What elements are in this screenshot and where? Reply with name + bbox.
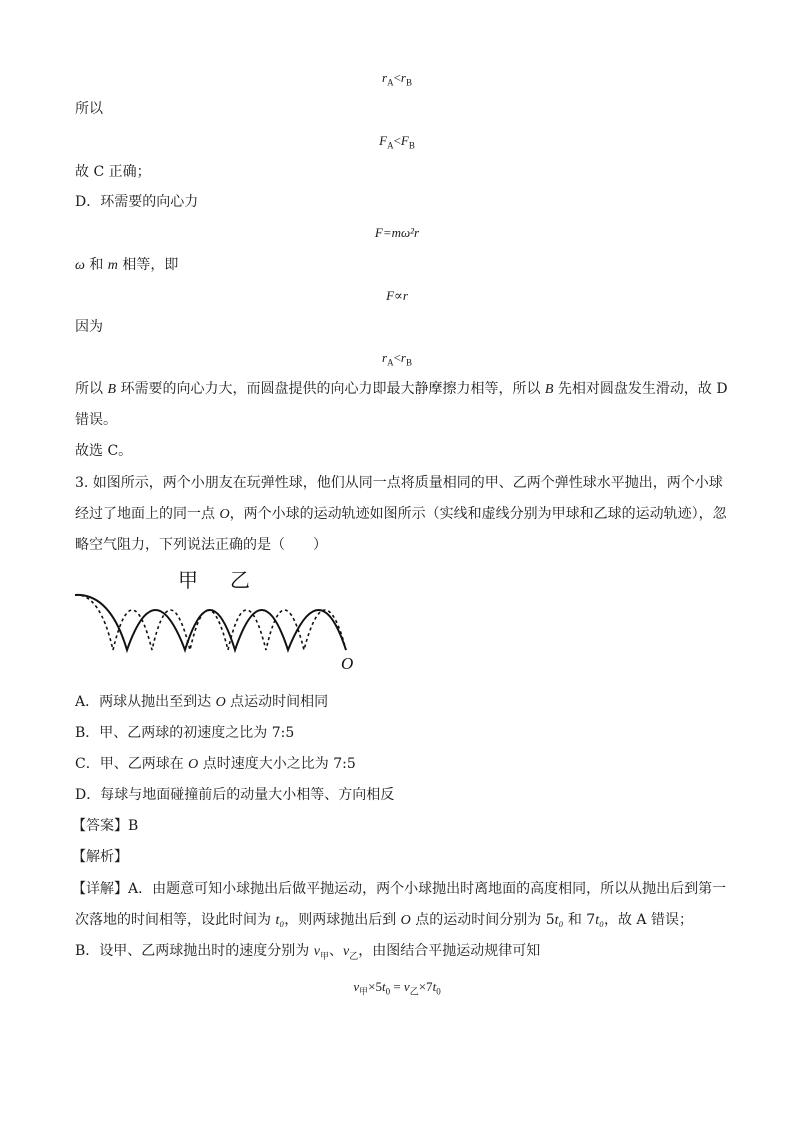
option-a: A．两球从抛出至到达 O 点运动时间相同	[75, 694, 329, 710]
answer-label: 【答案】B	[72, 818, 139, 834]
text-b-needs-larger: 所以 B 环需要的向心力大，而圆盘提供的向心力即最大静摩擦力相等，所以 B 先相对圆盘发生滑动，故 D	[75, 381, 728, 397]
option-b: B．甲、乙两球的初速度之比为 7:5	[75, 725, 295, 741]
analysis-label: 【解析】	[72, 849, 128, 865]
text-choose-c: 故选 C。	[75, 443, 133, 459]
equation-f-prop-r: F∝r	[386, 288, 408, 303]
text-suoyi-1: 所以	[75, 101, 103, 117]
detail-line1: 【详解】A．由题意可知小球抛出后做平抛运动，两个小球抛出时离地面的高度相同，所以从抛出后到第一	[72, 881, 727, 897]
option-c: C．甲、乙两球在 O 点时速度大小之比为 7:5	[75, 756, 356, 772]
text-yinwei: 因为	[75, 319, 103, 335]
text-c-correct: 故 C 正确；	[75, 164, 151, 180]
equation-f-mw2r: F=mω²r	[374, 225, 420, 240]
question-3-line2: 经过了地面上的同一点 O，两个小球的运动轨迹如图所示（实线和虚线分别为甲球和乙球的运动轨迹），忽	[75, 506, 727, 522]
equation-ra-lt-rb-1: $r_A<r_B$	[382, 70, 412, 88]
text-wrong: 错误。	[75, 412, 117, 428]
equation-velocity-ratio: $v_甲\times 5t_0 = v_乙\times 7t_0$	[353, 979, 441, 997]
label-o: O	[341, 654, 354, 673]
option-d: D．每球与地面碰撞前后的动量大小相等、方向相反	[75, 787, 395, 803]
label-jia: 甲	[178, 568, 198, 592]
question-3-line1: 3. 如图所示，两个小朋友在玩弹性球，他们从同一点将质量相同的甲、乙两个弹性球水平抛出，两个小球	[75, 475, 723, 491]
question-3-line3: 略空气阻力，下列说法正确的是（ ）	[75, 537, 327, 553]
equation-fa-lt-fb: $F_A<F_B$	[379, 133, 415, 151]
label-yi: 乙	[230, 568, 250, 592]
detail-line2: 次落地的时间相等，设此时间为 t₀，则两球抛出后到 O 点的运动时间分别为 5t₀ 和 7t₀，故 A 错误；	[75, 912, 693, 928]
detail-line3: B．设甲、乙两球抛出时的速度分别为 $v_甲$、$v_乙$，由图结合平抛运动规律可知	[75, 943, 541, 962]
trajectory-figure	[70, 565, 370, 675]
equation-ra-lt-rb-2: $r_A<r_B$	[382, 350, 412, 368]
text-omega-m-equal: ω 和 m 相等，即	[75, 257, 179, 273]
text-d-centripetal: D．环需要的向心力	[75, 194, 199, 210]
